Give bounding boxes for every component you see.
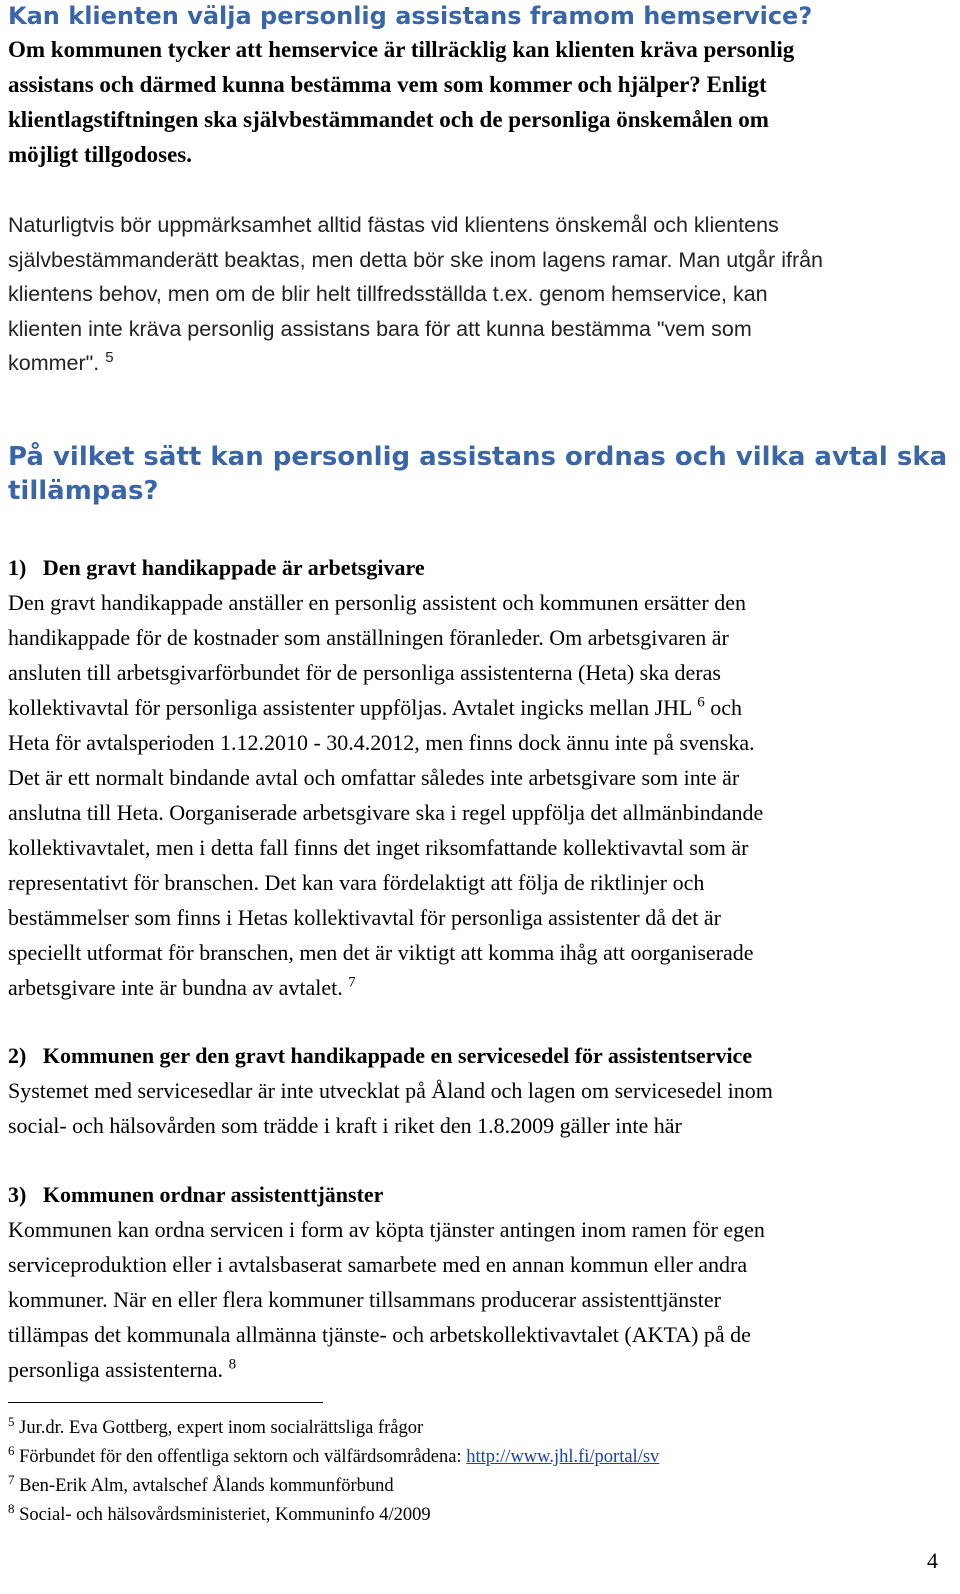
question-intro-text: Om kommunen tycker att hemservice är tillräcklig kan klienten kräva personlig assistans och därmed kunna bestämma vem som kommer och hjälper? Enligt klientlagstiftningen ska självbestämmandet och de personliga önskemålen om möjligt tillgodoses.: [8, 37, 795, 167]
footnote-ref-6[interactable]: 6: [697, 694, 705, 711]
answer-paragraph: Naturligtvis bör uppmärksamhet alltid fästas vid klientens önskemål och klientens självbestämmanderätt beaktas, men detta bör ske inom lagens ramar. Man utgår ifrån klientens behov, men om de blir helt tillfredsställda t.ex. genom hemservice, kan klienten inte kräva personlig assistans bara för att kunna bestämma "vem som kommer". $^5$: [8, 213, 824, 375]
question-intro: [8, 32, 794, 172]
option-2: [8, 1038, 773, 1143]
option-3-heading: 3) Kommunen ordnar assistenttjänster: [8, 1182, 384, 1207]
option-1-text: Den gravt handikappade anställer en personlig assistent och kommunen ersätter den handikappade för de kostnader som anställningen föranleder. Om arbetsgivaren är ansluten till arbetsgivarförbundet för de personliga assistenterna (Heta) ska deras kollektivavtal för personliga assistenter uppföljas. Avtalet ingicks mellan JHL $^6$ och Heta för avtalsperioden 1.12.2010 - 30.4.2012, men finns dock ännu inte på svenska. Det är ett normalt bindande avtal och omfattar således inte arbetsgivare som inte är anslutna till Heta. Oorganiserade arbetsgivare ska i regel uppfölja det allmänbindande kollektivavtalet, men i detta fall finns det inget riksomfattande kollektivavtal som är representativt för branschen. Det kan vara fördelaktigt att följa de riktlinjer och bestämmelser som finns i Hetas kollektivavtal för personliga assistenter då det är speciellt utformat för branschen, men det är viktigt att komma ihåg att oorganiserade arbetsgivare inte är bundna av avtalet. $^7$: [8, 590, 764, 1000]
question-title: Kan klienten välja personlig assistans framom hemservice?: [8, 2, 813, 30]
footnote-6: $^6$ Förbundet för den offentliga sektorn och välfärdsområdena: http://www.jhl.fi/portal/sv: [8, 1442, 660, 1467]
option-2-text: Systemet med servicesedlar är inte utvecklat på Åland och lagen om servicesedel inom social- och hälsovården som trädde i kraft i riket den 1.8.2009 gäller inte här: [8, 1078, 773, 1138]
footnote-separator: [8, 1402, 323, 1403]
page-number: 4: [927, 1548, 938, 1573]
option-1-heading: 1) Den gravt handikappade är arbetsgivare: [8, 555, 425, 580]
section-heading: På vilket sätt kan personlig assistans ordnas och vilka avtal ska tillämpas?: [8, 442, 948, 506]
footnote-ref-8[interactable]: 8: [228, 1356, 237, 1373]
footnotes: [8, 1414, 948, 1530]
option-3: [8, 1177, 765, 1387]
question-heading: [8, 0, 812, 33]
jhl-portal-link[interactable]: http://www.jhl.fi/portal/sv: [466, 1447, 660, 1467]
footnote-7: $^7$ Ben-Erik Alm, avtalschef Ålands kommunförbund: [8, 1471, 394, 1496]
option-2-heading: 2) Kommunen ger den gravt handikappade en servicesedel för assistentservice: [8, 1043, 753, 1068]
footnote-ref-7[interactable]: 7: [348, 974, 356, 991]
option-3-text: Kommunen kan ordna servicen i form av köpta tjänster antingen inom ramen för egen serviceproduktion eller i avtalsbaserat samarbete med en annan kommun eller andra kommuner. När en eller flera kommuner tillsammans producerar assistenttjänster tillämpas det kommunala allmänna tjänste- och arbetskollektivavtalet (AKTA) på de personliga assistenterna. $^8$: [8, 1217, 765, 1382]
footnote-8: $^8$ Social- och hälsovårdsministeriet, Kommuninfo 4/2009: [8, 1500, 431, 1525]
footnote-ref-5[interactable]: 5: [105, 348, 114, 366]
option-1: [8, 550, 763, 1005]
footnote-5: $^5$ Jur.dr. Eva Gottberg, expert inom socialrättsliga frågor: [8, 1413, 424, 1438]
